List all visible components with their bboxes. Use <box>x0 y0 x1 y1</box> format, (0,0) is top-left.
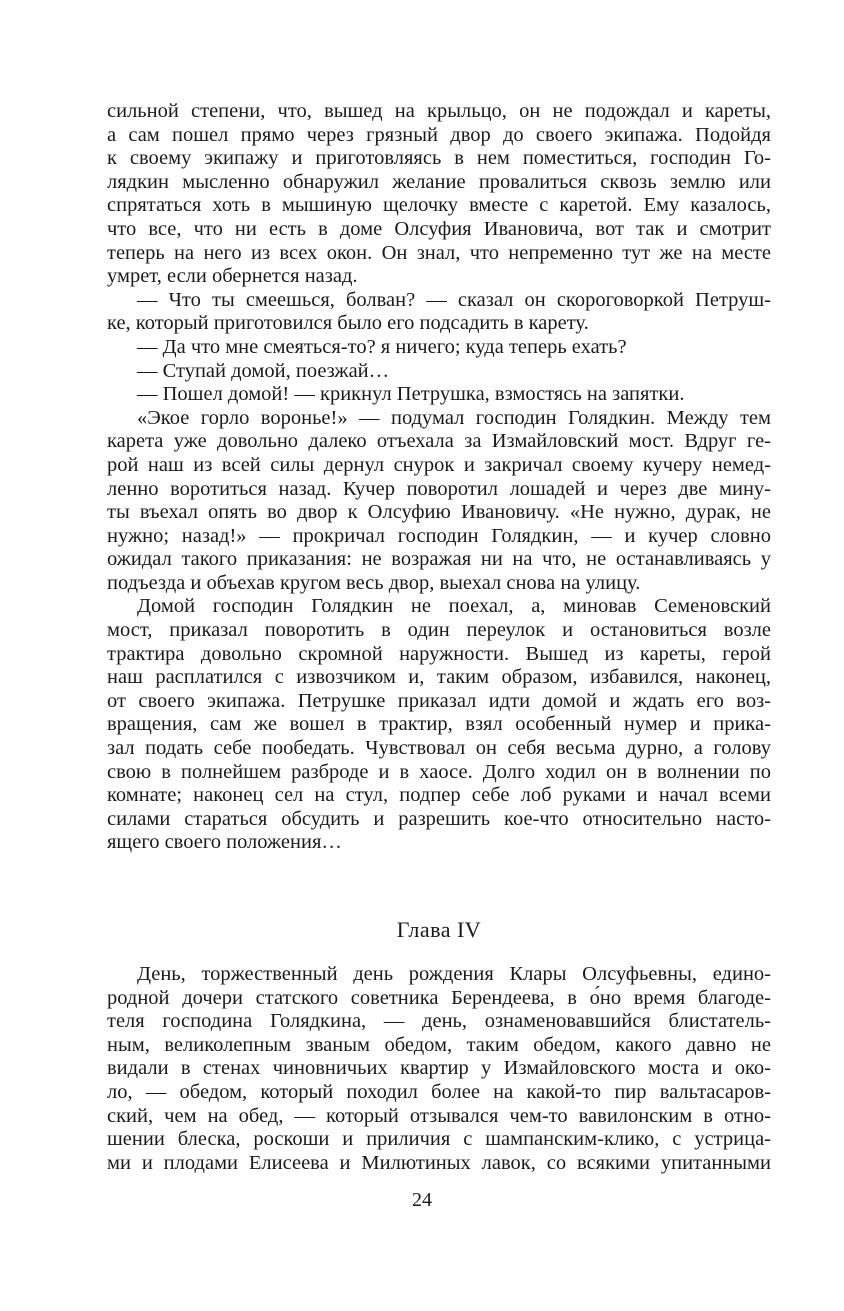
text-line: родной дочери статского советника Берендеева, в о́но время благоде- <box>107 986 771 1009</box>
text-line: теперь на него из всех окон. Он знал, что непременно тут же на месте <box>107 241 771 264</box>
text-line: ми и плодами Елисеева и Милютиных лавок, со всякими упитанными <box>107 1151 771 1174</box>
text-line: спрятаться хоть в мышиную щелочку вместе с каретой. Ему казалось, <box>107 194 771 217</box>
text-line: от своего экипажа. Петрушке приказал идти домой и ждать его воз- <box>107 689 771 712</box>
text-line: комнате; наконец сел на стул, подпер себе лоб руками и начал всеми <box>107 784 771 807</box>
text-line: умрет, если обернется назад. <box>107 265 358 288</box>
text-line: шении блеска, роскоши и приличия с шампанским-клико, с устрица- <box>107 1128 771 1151</box>
paragraph-start: День, торжественный день рождения Клары Олсуфьевны, едино- <box>137 963 771 985</box>
text-line: ожидал такого приказания: не возражая ни на что, не останавливаясь у <box>107 548 771 571</box>
paragraph-start: «Экое горло воронье!» — подумал господин Голядкин. Между тем <box>137 406 771 429</box>
text-line: ский, чем на обед, — который отзывался чем-то вавилонским в отно- <box>107 1104 771 1127</box>
dialogue-line: — Ступай домой, поезжай… <box>137 359 390 382</box>
text-line: к своему экипажу и приготовляясь в нем поместиться, господин Го- <box>107 147 771 170</box>
text-line: нужно; назад!» — прокричал господин Голядкин, — и кучер словно <box>107 524 771 547</box>
section-gap <box>107 855 771 915</box>
paragraph-start: Домой господин Голядкин не поехал, а, миновав Семеновский <box>137 595 771 618</box>
book-page-text <box>107 100 771 1175</box>
text-line: силами стараться обсудить и разрешить кое-что относительно насто- <box>107 807 771 830</box>
text-line: карета уже довольно далеко отъехала за Измайловский мост. Вдруг ге- <box>107 430 771 453</box>
text-line: зал подать себе пообедать. Чувствовал он себя весьма дурно, а голову <box>107 737 771 760</box>
text-line: ленно воротиться назад. Кучер поворотил лошадей и через две мину- <box>107 477 771 500</box>
page-number: 24 <box>412 1189 432 1211</box>
text-line: наш расплатился с извозчиком и, таким образом, избавился, наконец, <box>107 666 771 689</box>
dialogue-line: — Пошел домой! — крикнул Петрушка, взмостясь на запятки. <box>137 383 685 406</box>
text-line: ке, который приготовился было его подсадить в карету. <box>107 312 589 335</box>
text-line: рой наш из всей силы дернул снурок и закричал своему кучеру немед- <box>107 453 771 476</box>
text-line: вращения, сам же вошел в трактир, взял особенный нумер и прика- <box>107 713 771 736</box>
text-line: сильной степени, что, вышед на крыльцо, он не подождал и кареты, <box>107 100 771 122</box>
text-line: ным, великолепным званым обедом, таким обедом, какого давно не <box>107 1033 771 1056</box>
text-line: ты въехал опять во двор к Олсуфию Ивановичу. «Не нужно, дурак, не <box>107 501 771 524</box>
text-line: теля господина Голядкина, — день, ознаменовавшийся блистатель- <box>107 1010 771 1033</box>
text-line: что все, что ни есть в доме Олсуфия Ивановича, вот так и смотрит <box>107 217 771 240</box>
chapter-heading: Глава IV <box>396 917 482 942</box>
text-line: трактира довольно скромной наружности. Вышед из кареты, герой <box>107 642 771 665</box>
text-line: видали в стенах чиновничьих квартир у Измайловского моста и око- <box>107 1057 771 1080</box>
text-line: мост, приказал поворотить в один переулок и остановиться возле <box>107 619 771 642</box>
text-line: ло, — обедом, который походил более на какой-то пир вальтасаров- <box>107 1080 771 1103</box>
heading-gap <box>107 945 771 963</box>
dialogue-line: — Что ты смеешься, болван? — сказал он скороговоркой Петруш- <box>137 288 771 311</box>
dialogue-line: — Да что мне смеяться-то? я ничего; куда теперь ехать? <box>137 335 627 358</box>
text-line: а сам пошел прямо через грязный двор до своего экипажа. Подойдя <box>107 123 771 146</box>
text-line: лядкин мысленно обнаружил желание провалиться сквозь землю или <box>107 170 771 193</box>
text-line: ящего своего положения… <box>107 831 342 854</box>
text-line: свою в полнейшем разброде и в хаосе. Долго ходил он в волнении по <box>107 760 771 783</box>
text-line: подъезда и объехав кругом весь двор, выехал снова на улицу. <box>107 571 641 594</box>
